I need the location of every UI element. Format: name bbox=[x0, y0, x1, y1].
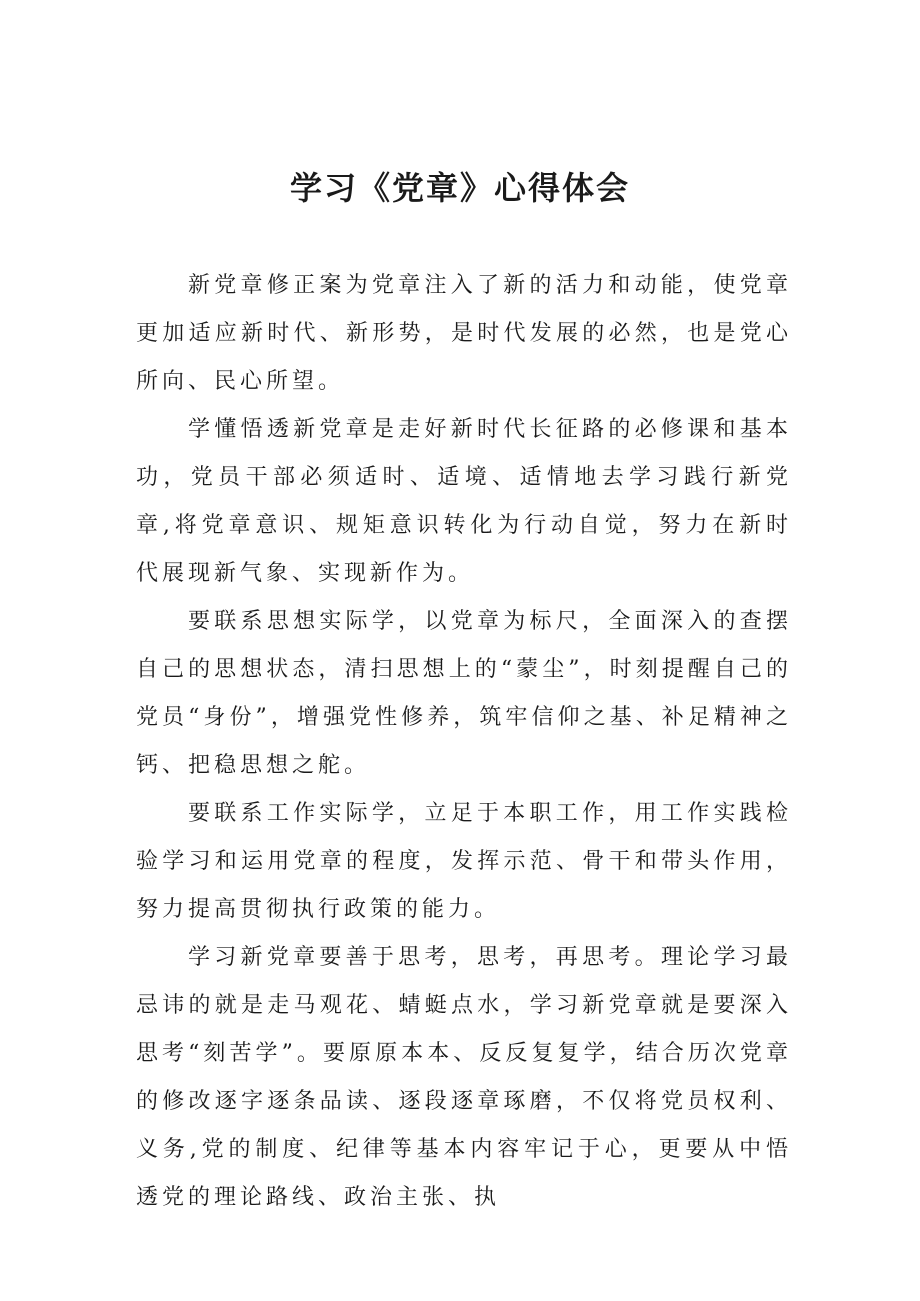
paragraph-3: 要联系思想实际学，以党章为标尺，全面深入的查摆自己的思想状态，清扫思想上的“蒙尘”，时刻提醒自己的党员“身份”，增强党性修养，筑牢信仰之基、补足精神之钙、把稳思想之舵。 bbox=[136, 609, 792, 778]
document-title: 学习《党章》心得体会 bbox=[289, 169, 630, 207]
document-body bbox=[136, 262, 792, 1222]
paragraph-1: 新党章修正案为党章注入了新的活力和动能，使党章更加适应新时代、新形势，是时代发展的必然，也是党心所向、民心所望。 bbox=[136, 273, 792, 394]
paragraph-4: 要联系工作实际学，立足于本职工作，用工作实践检验学习和运用党章的程度，发挥示范、骨干和带头作用，努力提高贯彻执行政策的能力。 bbox=[136, 801, 792, 922]
paragraph-5: 学习新党章要善于思考，思考，再思考。理论学习最忌讳的就是走马观花、蜻蜓点水，学习新党章就是要深入思考“刻苦学”。要原原本本、反反复复学，结合历次党章的修改逐字逐条品读、逐段逐章琢磨，不仅将党员权利、义务,党的制度、纪律等基本内容牢记于心，更要从中悟透党的理论路线、政治主张、执 bbox=[136, 945, 792, 1210]
paragraph-2: 学懂悟透新党章是走好新时代长征路的必修课和基本功，党员干部必须适时、适境、适情地去学习践行新党章,将党章意识、规矩意识转化为行动自觉，努力在新时代展现新气象、实现新作为。 bbox=[136, 417, 792, 586]
